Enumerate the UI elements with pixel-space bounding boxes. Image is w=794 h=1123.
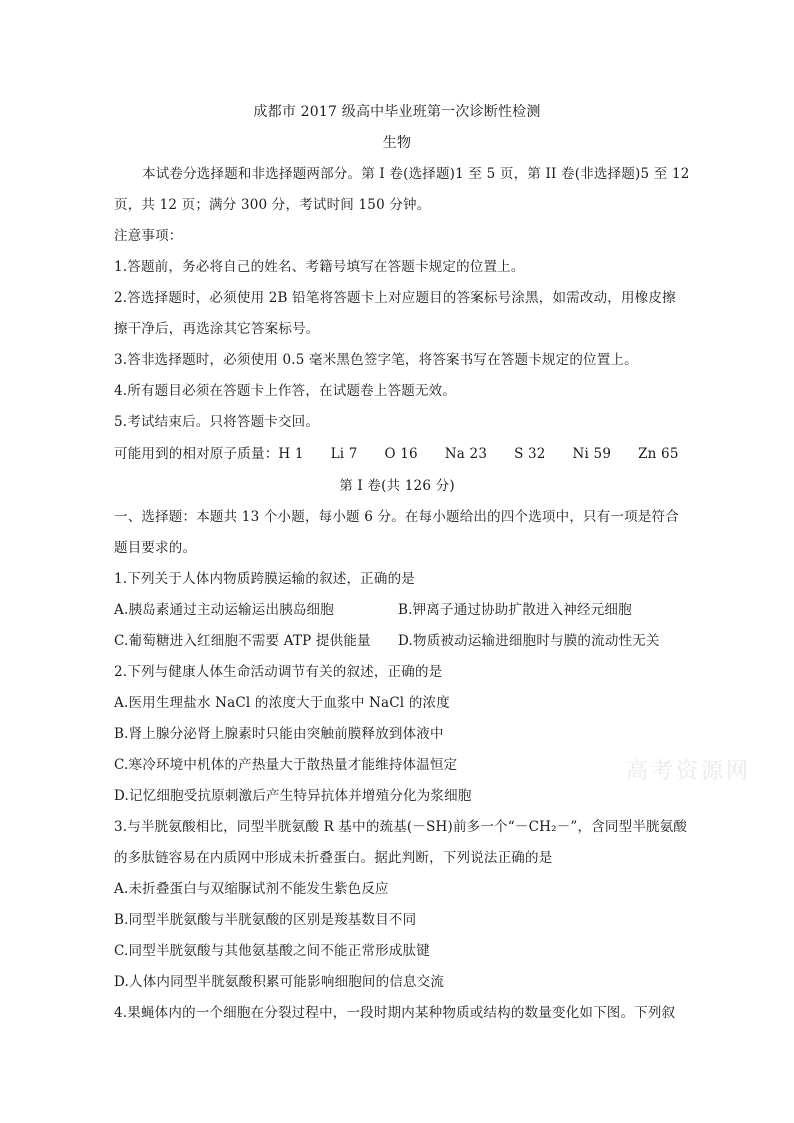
question-2-option-b: B.肾上腺分泌肾上腺素时只能由突触前膜释放到体液中	[114, 726, 444, 742]
question-1-option-d: D.物质被动运输进细胞时与膜的流动性无关	[398, 633, 660, 649]
note-item-1: 1.答题前，务必将自己的姓名、考籍号填写在答题卡规定的位置上。	[114, 259, 525, 275]
question-2-option-d: D.记忆细胞受抗原刺激后产生特异抗体并增殖分化为浆细胞	[114, 788, 472, 804]
intro-line-1: 本试卷分选择题和非选择题两部分。第 I 卷(选择题)1 至 5 页，第 II 卷(非选择题)5 至 12	[142, 166, 690, 182]
question-4-stem-line-1: 4.果蝇体内的一个细胞在分裂过程中，一段时期内某种物质或结构的数量变化如下图。下列叙	[114, 1005, 676, 1021]
intro-line-2: 页，共 12 页；满分 300 分，考试时间 150 分钟。	[114, 197, 431, 213]
section-title: 第 I 卷(共 126 分)	[339, 478, 455, 494]
question-2-stem: 2.下列与健康人体生命活动调节有关的叙述，正确的是	[114, 664, 443, 680]
subject-title: 生物	[382, 135, 412, 151]
question-3-stem-line-1: 3.与半胱氨酸相比，同型半胱氨酸 R 基中的巯基(－SH)前多一个“－CH₂－”，含同型半胱氨酸	[114, 819, 688, 835]
question-1-option-a: A.胰岛素通过主动运输运出胰岛细胞	[114, 602, 334, 618]
watermark: 高考资源网	[626, 759, 752, 784]
section-instructions-line-1: 一、选择题：本题共 13 个小题，每小题 6 分。在每小题给出的四个选项中，只有一项是符合	[114, 509, 679, 525]
note-item-4: 4.所有题目必须在答题卡上作答，在试题卷上答题无效。	[114, 383, 457, 399]
question-1-option-c: C.葡萄糖进入红细胞不需要 ATP 提供能量	[114, 633, 371, 649]
question-3-stem-line-2: 的多肽链容易在内质网中形成未折叠蛋白。据此判断，下列说法正确的是	[114, 850, 553, 866]
question-1-option-b: B.钾离子通过协助扩散进入神经元细胞	[398, 602, 632, 618]
question-3-option-d: D.人体内同型半胱氨酸积累可能影响细胞间的信息交流	[114, 974, 445, 990]
question-2-option-c: C.寒冷环境中机体的产热量大于散热量才能维持体温恒定	[114, 757, 458, 773]
question-3-option-b: B.同型半胱氨酸与半胱氨酸的区别是羧基数目不同	[114, 912, 417, 928]
question-1-stem: 1.下列关于人体内物质跨膜运输的叙述，正确的是	[114, 571, 415, 587]
note-item-2-line-2: 擦干净后，再选涂其它答案标号。	[114, 321, 320, 337]
section-instructions-line-2: 题目要求的。	[114, 540, 197, 556]
note-item-5: 5.考试结束后。只将答题卡交回。	[114, 414, 320, 430]
notes-heading: 注意事项：	[114, 228, 183, 244]
question-3-option-a: A.未折叠蛋白与双缩脲试剂不能发生紫色反应	[114, 881, 389, 897]
note-item-2-line-1: 2.答选择题时，必须使用 2B 铅笔将答题卡上对应题目的答案标号涂黑，如需改动，用橡皮擦	[114, 290, 676, 306]
atomic-masses: 可能用到的相对原子质量：H 1 Li 7 O 16 Na 23 S 32 Ni 59 Zn 65	[114, 446, 679, 462]
question-2-option-a: A.医用生理盐水 NaCl 的浓度大于血浆中 NaCl 的浓度	[114, 695, 450, 711]
exam-title: 成都市 2017 级高中毕业班第一次诊断性检测	[253, 104, 541, 120]
question-3-option-c: C.同型半胱氨酸与其他氨基酸之间不能正常形成肽键	[114, 943, 430, 959]
note-item-3: 3.答非选择题时，必须使用 0.5 毫米黑色签字笔，将答案书写在答题卡规定的位置上。	[114, 352, 638, 368]
